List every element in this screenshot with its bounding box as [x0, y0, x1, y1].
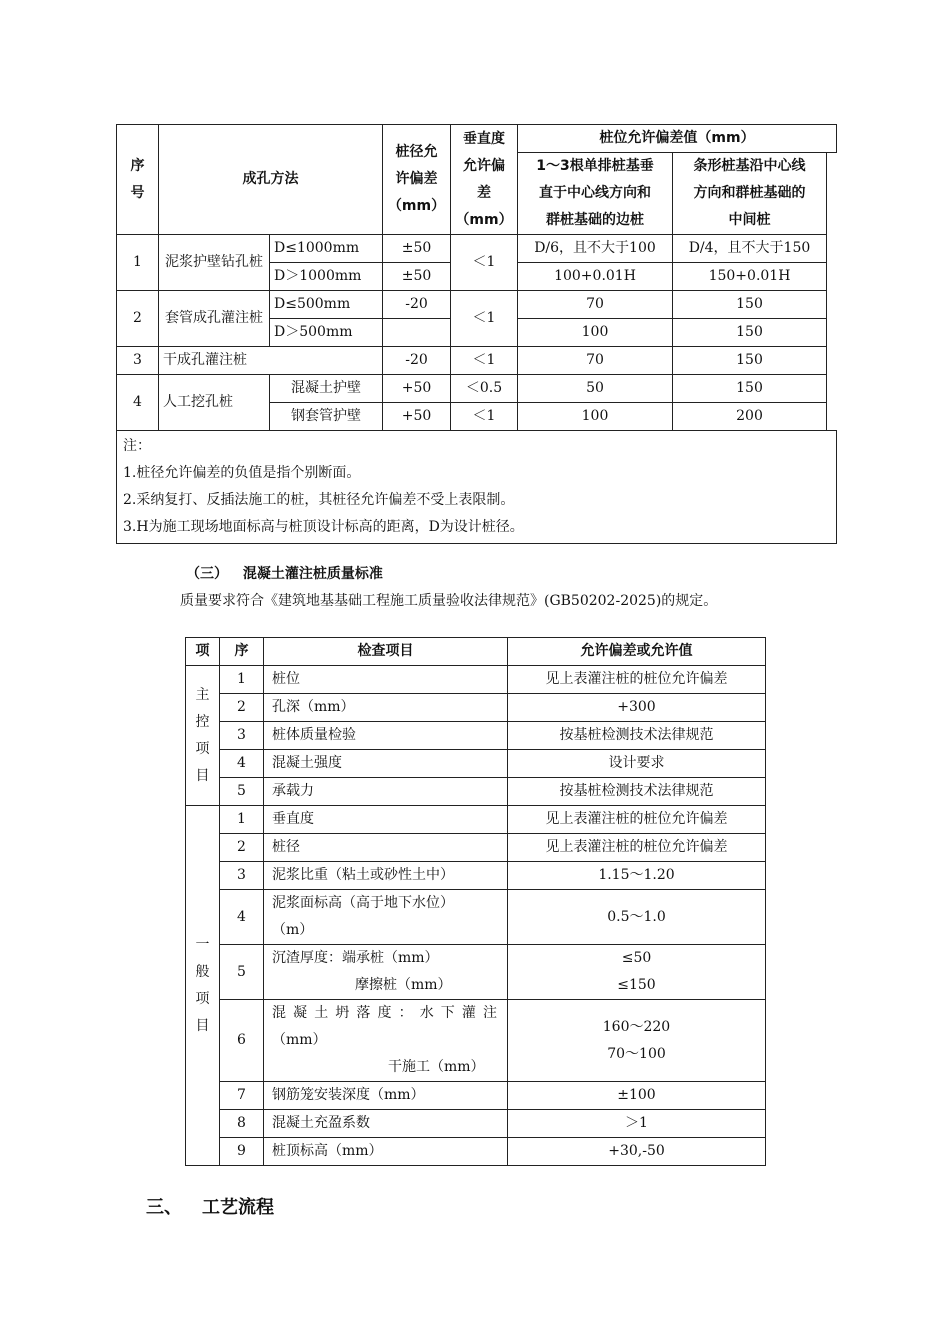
section-heading	[146, 1193, 274, 1219]
row-no: 5	[220, 778, 264, 806]
condition-cell: 钢套管护壁	[270, 403, 383, 431]
subsection-title: 混凝土灌注桩质量标准	[242, 566, 383, 582]
check-item: 泥浆面标高（高于地下水位） （m）	[264, 890, 508, 945]
edge-cell: 100	[518, 403, 673, 431]
check-item: 桩位	[264, 666, 508, 694]
header-seq: 序 号	[117, 125, 159, 235]
subsection-number: （三）	[186, 566, 228, 582]
middle-cell: 150	[673, 291, 827, 319]
check-value: 见上表灌注桩的桩位允许偏差	[508, 834, 766, 862]
quality-standard-table	[185, 637, 766, 1166]
middle-cell: D/4，且不大于150	[673, 235, 827, 263]
note-item: 1.桩径允许偏差的负值是指个别断面。	[123, 465, 361, 481]
note-item: 3.H为施工现场地面标高与桩顶设计标高的距离，D为设计桩径。	[123, 519, 524, 535]
method-cell: 泥浆护壁钻孔桩	[159, 235, 270, 291]
row-no: 6	[220, 1000, 264, 1082]
edge-cell: 100+0.01H	[518, 263, 673, 291]
check-value: 设计要求	[508, 750, 766, 778]
note-label: 注：	[123, 438, 151, 454]
middle-cell: 150	[673, 319, 827, 347]
check-value: ±100	[508, 1082, 766, 1110]
check-item: 泥浆比重（粘土或砂性土中）	[264, 862, 508, 890]
condition-cell: D＞500mm	[270, 319, 383, 347]
condition-cell: D＞1000mm	[270, 263, 383, 291]
row-no: 9	[220, 1138, 264, 1166]
condition-cell: D≤500mm	[270, 291, 383, 319]
row-no: 2	[220, 834, 264, 862]
row-no: 3	[117, 347, 159, 375]
diameter-cell: -20	[383, 347, 451, 375]
check-item: 承载力	[264, 778, 508, 806]
check-value: ＞1	[508, 1110, 766, 1138]
category-general: 一 般 项 目	[186, 806, 220, 1166]
row-no: 2	[117, 291, 159, 347]
header-vertical: 垂直度 允许偏 差 （mm）	[451, 125, 518, 235]
check-value: 160～220 70～100	[508, 1000, 766, 1082]
row-no: 3	[220, 722, 264, 750]
check-item: 桩径	[264, 834, 508, 862]
vertical-cell: ＜1	[451, 291, 518, 347]
edge-cell: 50	[518, 375, 673, 403]
row-no: 1	[220, 806, 264, 834]
middle-cell: 200	[673, 403, 827, 431]
check-value: +30,-50	[508, 1138, 766, 1166]
check-item: 沉渣厚度：端承桩（mm） 摩擦桩（mm）	[264, 945, 508, 1000]
note-item: 2.采纳复打、反插法施工的桩，其桩径允许偏差不受上表限制。	[123, 492, 515, 508]
check-value: ≤50 ≤150	[508, 945, 766, 1000]
check-item: 桩顶标高（mm）	[264, 1138, 508, 1166]
diameter-cell: ±50	[383, 235, 451, 263]
diameter-cell: +50	[383, 375, 451, 403]
vertical-cell: ＜0.5	[451, 375, 518, 403]
condition-cell: 混凝土护壁	[270, 375, 383, 403]
row-no: 3	[220, 862, 264, 890]
header-method: 成孔方法	[159, 125, 383, 235]
vertical-cell: ＜1	[451, 235, 518, 291]
check-item: 桩体质量检验	[264, 722, 508, 750]
header-edge-pile: 1～3根单排桩基垂 直于中心线方向和 群桩基础的边桩	[518, 153, 673, 235]
middle-cell: 150	[673, 375, 827, 403]
diameter-cell: -20	[383, 291, 451, 319]
section-title: 工艺流程	[202, 1197, 274, 1218]
table-notes	[117, 431, 837, 544]
check-value: +300	[508, 694, 766, 722]
header-middle-pile: 条形桩基沿中心线 方向和群桩基础的 中间桩	[673, 153, 827, 235]
check-value: 1.15～1.20	[508, 862, 766, 890]
check-value: 按基桩检测技术法律规范	[508, 778, 766, 806]
category-main-control: 主 控 项 目	[186, 666, 220, 806]
row-no: 1	[220, 666, 264, 694]
row-no: 7	[220, 1082, 264, 1110]
vertical-cell: ＜1	[451, 403, 518, 431]
method-cell: 人工挖孔桩	[159, 375, 270, 431]
header-category: 项	[186, 638, 220, 666]
check-item: 混凝土充盈系数	[264, 1110, 508, 1138]
row-no: 4	[220, 890, 264, 945]
check-value: 按基桩检测技术法律规范	[508, 722, 766, 750]
header-item: 检查项目	[264, 638, 508, 666]
check-value: 0.5～1.0	[508, 890, 766, 945]
pile-position-tolerance-table	[116, 124, 837, 544]
header-diameter: 桩径允 许偏差 （mm）	[383, 125, 451, 235]
quality-requirement-paragraph: 质量要求符合《建筑地基基础工程施工质量验收法律规范》(GB50202-2025)的规定。	[180, 593, 718, 609]
row-no: 5	[220, 945, 264, 1000]
check-item: 钢筋笼安装深度（mm）	[264, 1082, 508, 1110]
check-item: 孔深（mm）	[264, 694, 508, 722]
method-cell: 套管成孔灌注桩	[159, 291, 270, 347]
check-value: 见上表灌注桩的桩位允许偏差	[508, 806, 766, 834]
middle-cell: 150+0.01H	[673, 263, 827, 291]
check-item: 混凝土强度	[264, 750, 508, 778]
row-no: 4	[117, 375, 159, 431]
condition-cell: D≤1000mm	[270, 235, 383, 263]
method-cell: 干成孔灌注桩	[159, 347, 383, 375]
header-seq: 序	[220, 638, 264, 666]
diameter-cell: +50	[383, 403, 451, 431]
check-item: 混凝土坍落度：水下灌注 （mm） 干施工（mm）	[264, 1000, 508, 1082]
edge-cell: 70	[518, 291, 673, 319]
check-item: 垂直度	[264, 806, 508, 834]
middle-cell: 150	[673, 347, 827, 375]
check-value: 见上表灌注桩的桩位允许偏差	[508, 666, 766, 694]
subsection-heading	[186, 563, 383, 583]
row-no: 4	[220, 750, 264, 778]
header-position: 桩位允许偏差值（mm）	[518, 125, 837, 153]
edge-cell: 70	[518, 347, 673, 375]
section-number: 三、	[146, 1197, 182, 1218]
header-value: 允许偏差或允许值	[508, 638, 766, 666]
row-no: 1	[117, 235, 159, 291]
edge-cell: 100	[518, 319, 673, 347]
row-no: 2	[220, 694, 264, 722]
diameter-cell	[383, 319, 451, 347]
row-no: 8	[220, 1110, 264, 1138]
vertical-cell: ＜1	[451, 347, 518, 375]
edge-cell: D/6，且不大于100	[518, 235, 673, 263]
diameter-cell: ±50	[383, 263, 451, 291]
